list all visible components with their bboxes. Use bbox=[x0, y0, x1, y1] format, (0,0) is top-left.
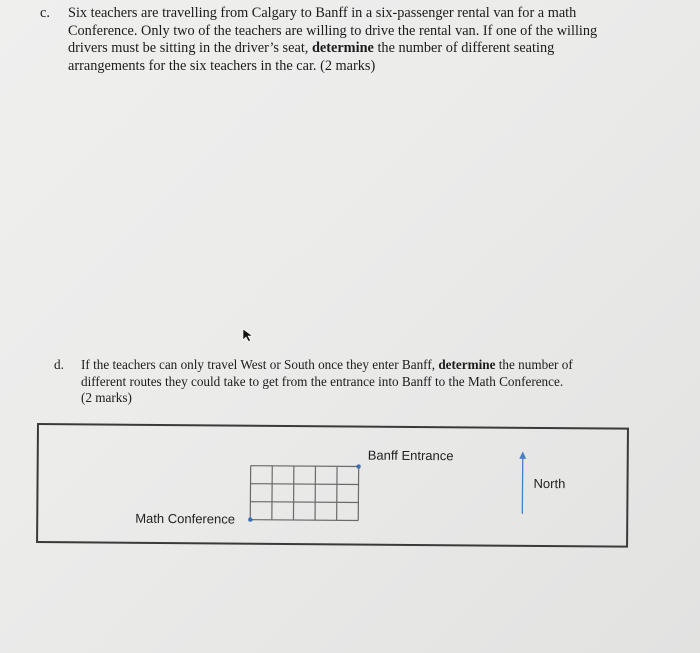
question-c-line-4: arrangements for the six teachers in the car. (2 marks) bbox=[68, 57, 376, 74]
grid-street-horizontal bbox=[251, 466, 359, 467]
question-d-label: d. bbox=[54, 357, 64, 372]
math-conference-point bbox=[248, 517, 252, 522]
banff-entrance-label: Banff Entrance bbox=[367, 447, 454, 464]
street-grid bbox=[248, 464, 360, 523]
math-conference-label: Math Conference bbox=[135, 510, 236, 527]
question-d-keyword: determine bbox=[438, 357, 496, 372]
mouse-pointer-icon bbox=[242, 328, 254, 342]
grid-street-horizontal bbox=[250, 520, 358, 521]
north-label: North bbox=[533, 475, 566, 492]
question-c-label: c. bbox=[40, 5, 50, 21]
banff-entrance-point bbox=[356, 464, 360, 469]
question-d-line-2: different routes they could take to get from the entrance into Banff to the Math Conference. bbox=[81, 373, 564, 389]
grid-street-horizontal bbox=[251, 484, 359, 485]
question-c-keyword: determine bbox=[311, 40, 374, 56]
grid-street-horizontal bbox=[250, 502, 358, 503]
question-d-line-3: (2 marks) bbox=[81, 390, 132, 405]
question-c-line-1: Six teachers are travelling from Calgary to Banff in a six-passenger rental van for a math bbox=[68, 5, 577, 21]
question-d-line-1: If the teachers can only travel West or South once they enter Banff, determine the number of bbox=[81, 357, 573, 372]
question-c-line-2: Conference. Only two of the teachers are willing to drive the rental van. If one of the willing bbox=[68, 22, 598, 39]
route-diagram bbox=[36, 423, 629, 548]
question-c-text bbox=[68, 5, 597, 75]
question-c-line-3: drivers must be sitting in the driver’s seat, determine the number of different seating bbox=[68, 40, 555, 56]
north-arrow-icon bbox=[516, 451, 529, 515]
question-d-text bbox=[81, 357, 573, 407]
